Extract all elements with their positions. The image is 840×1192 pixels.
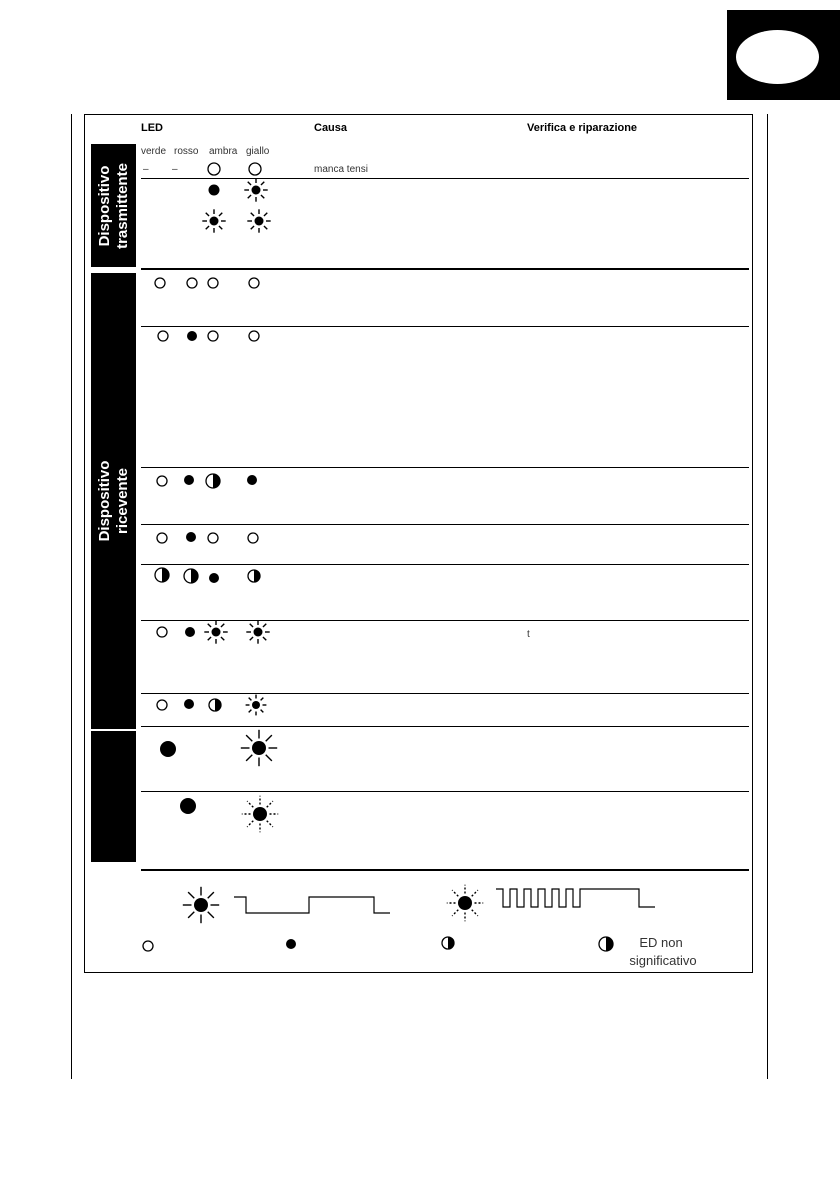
led-off-icon [249, 163, 261, 175]
led-on-icon [209, 185, 220, 196]
header-causa: Causa [314, 122, 348, 134]
led-blink-icon [241, 730, 277, 766]
led-on-icon [186, 532, 196, 542]
led-blink-fast-icon [447, 885, 483, 921]
led-on-icon [187, 331, 197, 341]
led-off-icon [157, 700, 167, 710]
led-off-icon [208, 331, 218, 341]
led-on-icon [209, 573, 219, 583]
led-off-icon [143, 941, 153, 951]
dash-verde: – [143, 164, 149, 175]
led-on-icon [180, 798, 196, 814]
led-off-icon [249, 278, 259, 288]
dash-rosso: – [172, 164, 178, 175]
header-verifica: Verifica e riparazione [527, 122, 638, 134]
led-blink-icon [202, 209, 225, 232]
section-transmitter-line1: Dispositivo [95, 165, 113, 246]
legend-significativo: significativo [629, 953, 697, 968]
color-ambra: ambra [209, 146, 238, 157]
row-cause-t: t [527, 629, 530, 640]
led-on-icon [247, 475, 257, 485]
color-rosso: rosso [174, 146, 199, 157]
led-off-icon [155, 278, 165, 288]
led-blink-icon [247, 209, 270, 232]
color-verde: verde [141, 146, 167, 157]
led-off-icon [158, 331, 168, 341]
led-blink-icon [246, 695, 267, 716]
fast-blink-waveform [496, 889, 655, 907]
section-receiver-line1: Dispositivo [95, 460, 113, 542]
led-off-icon [249, 331, 259, 341]
color-giallo: giallo [246, 146, 270, 157]
led-on-icon [184, 475, 194, 485]
led-off-icon [157, 533, 167, 543]
led-half-icon [442, 937, 454, 949]
led-half-icon [599, 937, 613, 951]
led-off-icon [208, 163, 220, 175]
led-half-icon [184, 569, 198, 583]
header-led: LED [141, 122, 163, 134]
led-off-icon [157, 476, 167, 486]
slow-blink-waveform [234, 897, 390, 913]
led-on-icon [184, 699, 194, 709]
led-off-icon [157, 627, 167, 637]
led-blink-icon [246, 620, 269, 643]
legend-ed-non: ED non [639, 935, 683, 950]
led-half-icon [248, 570, 260, 582]
led-off-icon [187, 278, 197, 288]
led-blink-icon [244, 178, 267, 201]
section-receiver-line2: ricevente [113, 468, 131, 534]
led-half-icon [209, 699, 221, 711]
row-cause-manca: manca tensi [314, 164, 368, 175]
led-off-icon [208, 278, 218, 288]
led-off-icon [208, 533, 218, 543]
led-blink-fast-icon [242, 796, 278, 832]
led-blink-icon [183, 887, 219, 923]
led-on-icon [286, 939, 296, 949]
section-transmitter-line2: trasmittente [113, 162, 131, 249]
led-on-icon [185, 627, 195, 637]
led-blink-icon [204, 620, 227, 643]
led-on-icon [160, 741, 176, 757]
led-half-icon [155, 568, 169, 582]
led-off-icon [248, 533, 258, 543]
led-half-icon [206, 474, 220, 488]
